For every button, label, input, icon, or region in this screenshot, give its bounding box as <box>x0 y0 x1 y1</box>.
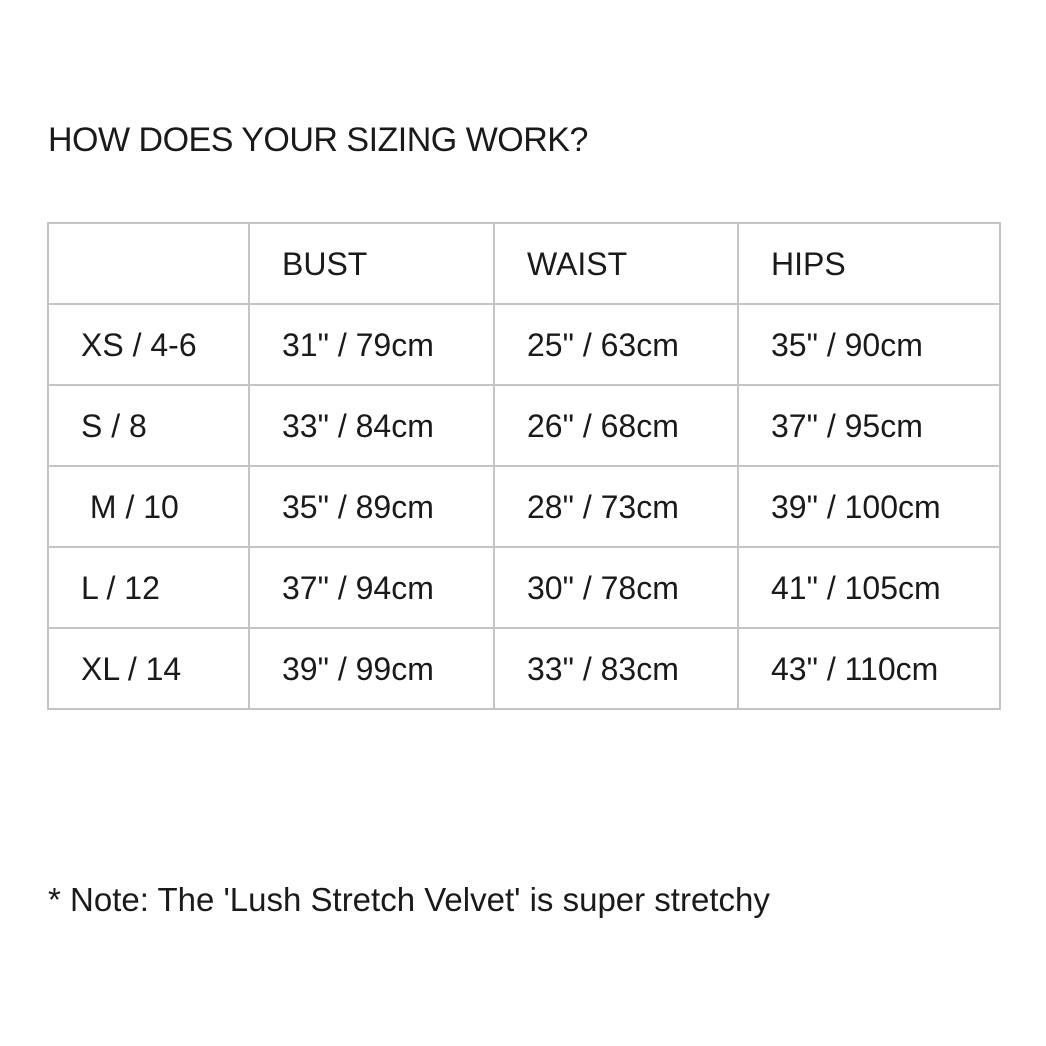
header-cell-empty <box>48 223 249 304</box>
waist-cell: 26" / 68cm <box>494 385 738 466</box>
header-cell-bust: BUST <box>249 223 494 304</box>
hips-cell: 37" / 95cm <box>738 385 1000 466</box>
bust-cell: 39" / 99cm <box>249 628 494 709</box>
table-row <box>48 466 1000 547</box>
header-cell-hips: HIPS <box>738 223 1000 304</box>
size-cell: S / 8 <box>48 385 249 466</box>
hips-cell: 35" / 90cm <box>738 304 1000 385</box>
size-cell: XL / 14 <box>48 628 249 709</box>
waist-cell: 25" / 63cm <box>494 304 738 385</box>
bust-cell: 33" / 84cm <box>249 385 494 466</box>
waist-cell: 28" / 73cm <box>494 466 738 547</box>
table-header-row <box>48 223 1000 304</box>
waist-cell: 30" / 78cm <box>494 547 738 628</box>
bust-cell: 35" / 89cm <box>249 466 494 547</box>
hips-cell: 39" / 100cm <box>738 466 1000 547</box>
table-row <box>48 304 1000 385</box>
hips-cell: 43" / 110cm <box>738 628 1000 709</box>
size-cell: XS / 4-6 <box>48 304 249 385</box>
table-row <box>48 547 1000 628</box>
page-title: HOW DOES YOUR SIZING WORK? <box>48 121 588 159</box>
hips-cell: 41" / 105cm <box>738 547 1000 628</box>
table-row <box>48 385 1000 466</box>
stretch-note: * Note: The 'Lush Stretch Velvet' is super stretchy <box>48 881 770 918</box>
bust-cell: 31" / 79cm <box>249 304 494 385</box>
size-cell: M / 10 <box>48 466 249 547</box>
bust-cell: 37" / 94cm <box>249 547 494 628</box>
header-cell-waist: WAIST <box>494 223 738 304</box>
waist-cell: 33" / 83cm <box>494 628 738 709</box>
size-cell: L / 12 <box>48 547 249 628</box>
size-chart-table <box>47 222 1001 710</box>
table-row <box>48 628 1000 709</box>
